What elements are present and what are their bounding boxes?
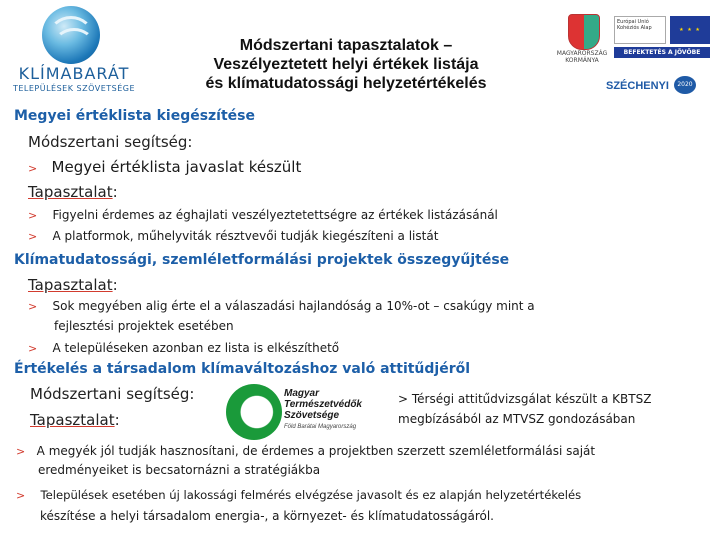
- title-line-1: Módszertani tapasztalatok –: [239, 37, 453, 54]
- list-item-continuation: eredményeiket is becsatornázni a stratégiákba: [38, 463, 321, 477]
- globe-logo-icon: [42, 6, 100, 64]
- list-item-text: A megyék jól tudják hasznosítani, de érdemes a projektben szerzett szemléletformálási saját: [36, 444, 596, 458]
- eu-flag-icon: ★ ★ ★: [670, 16, 710, 44]
- section-1-subheading: Módszertani segítség:: [28, 133, 193, 151]
- section-3-subheading: Módszertani segítség:: [30, 385, 195, 403]
- attitude-survey-note-line-2: megbízásából az MTVSZ gondozásában: [398, 412, 636, 426]
- section-1-experience-label: Tapasztalat:: [28, 183, 118, 201]
- list-item: [16, 487, 581, 504]
- list-item: [28, 298, 535, 315]
- list-item-continuation: fejlesztési projektek esetében: [54, 319, 234, 333]
- list-item-text: Települések esetében új lakossági felmérés elvégzése javasolt és ez alapján helyzetértékelés: [40, 488, 582, 502]
- list-item: [28, 207, 498, 224]
- section-1-heading: Megyei értéklista kiegészítése: [14, 108, 256, 124]
- bullet-icon: >: [28, 162, 38, 175]
- list-item-text: Sok megyében alig érte el a válaszadási hajlandóság a 10%-ot – csakúgy mint a: [52, 299, 535, 313]
- page-title: [160, 36, 532, 93]
- bullet-icon: >: [28, 209, 38, 222]
- list-item-text: Figyelni érdemes az éghajlati veszélyeztetettségre az értékek listázásánál: [52, 208, 498, 222]
- attitude-survey-note-line-1: > Térségi attitűdvizsgálat készült a KBTSZ: [398, 392, 652, 406]
- bullet-icon: >: [28, 342, 38, 355]
- mtvsz-logo-subtitle: Föld Barátai Magyarország: [284, 424, 357, 430]
- list-item: [16, 443, 595, 460]
- investment-banner: BEFEKTETÉS A JÖVŐBE: [614, 47, 710, 58]
- section-3-experience-label: Tapasztalat:: [30, 411, 120, 429]
- list-item-text: A településeken azonban ez lista is elkészíthető: [52, 341, 340, 355]
- government-label: MAGYARORSZÁG KORMÁNYA: [556, 50, 608, 64]
- logo-subtitle: TELEPÜLÉSEK SZÖVETSÉGE: [12, 84, 136, 93]
- list-item-text: A platformok, műhelyviták résztvevői tudják kiegészíteni a listát: [52, 229, 439, 243]
- mtvsz-logo-text: Magyar Természetvédők Szövetsége: [284, 388, 362, 421]
- section-2-heading: Klímatudatossági, szemléletformálási projektek összegyűjtése: [14, 252, 510, 268]
- bullet-icon: >: [28, 300, 38, 313]
- list-item: [28, 228, 438, 245]
- bullet-icon: >: [28, 230, 38, 243]
- szechenyi-logo-text: SZÉCHENYI: [606, 80, 669, 92]
- section-2-experience-label: Tapasztalat:: [28, 276, 118, 294]
- list-item-continuation: készítése a helyi társadalom energia-, a környezet- és klímatudatosságáról.: [40, 509, 494, 523]
- title-line-2: Veszélyeztetett helyi értékek listája: [213, 56, 479, 73]
- mtvsz-logo-icon: [226, 384, 282, 440]
- hungary-crest-icon: [568, 14, 600, 50]
- list-item: [28, 340, 339, 357]
- szechenyi-badge: 2020: [674, 76, 696, 94]
- list-item-text: Megyei értéklista javaslat készült: [51, 158, 302, 176]
- section-3-heading: Értékelés a társadalom klímaváltozáshoz való attitűdjéről: [14, 361, 471, 377]
- bullet-icon: >: [16, 445, 26, 458]
- list-item: [28, 159, 301, 177]
- title-line-3: és klímatudatossági helyzetértékelés: [205, 75, 487, 92]
- bullet-icon: >: [16, 489, 26, 502]
- logo-title: KLÍMABARÁT: [18, 64, 130, 83]
- eu-fund-label: Európai Unió Kohéziós Alap: [614, 16, 666, 44]
